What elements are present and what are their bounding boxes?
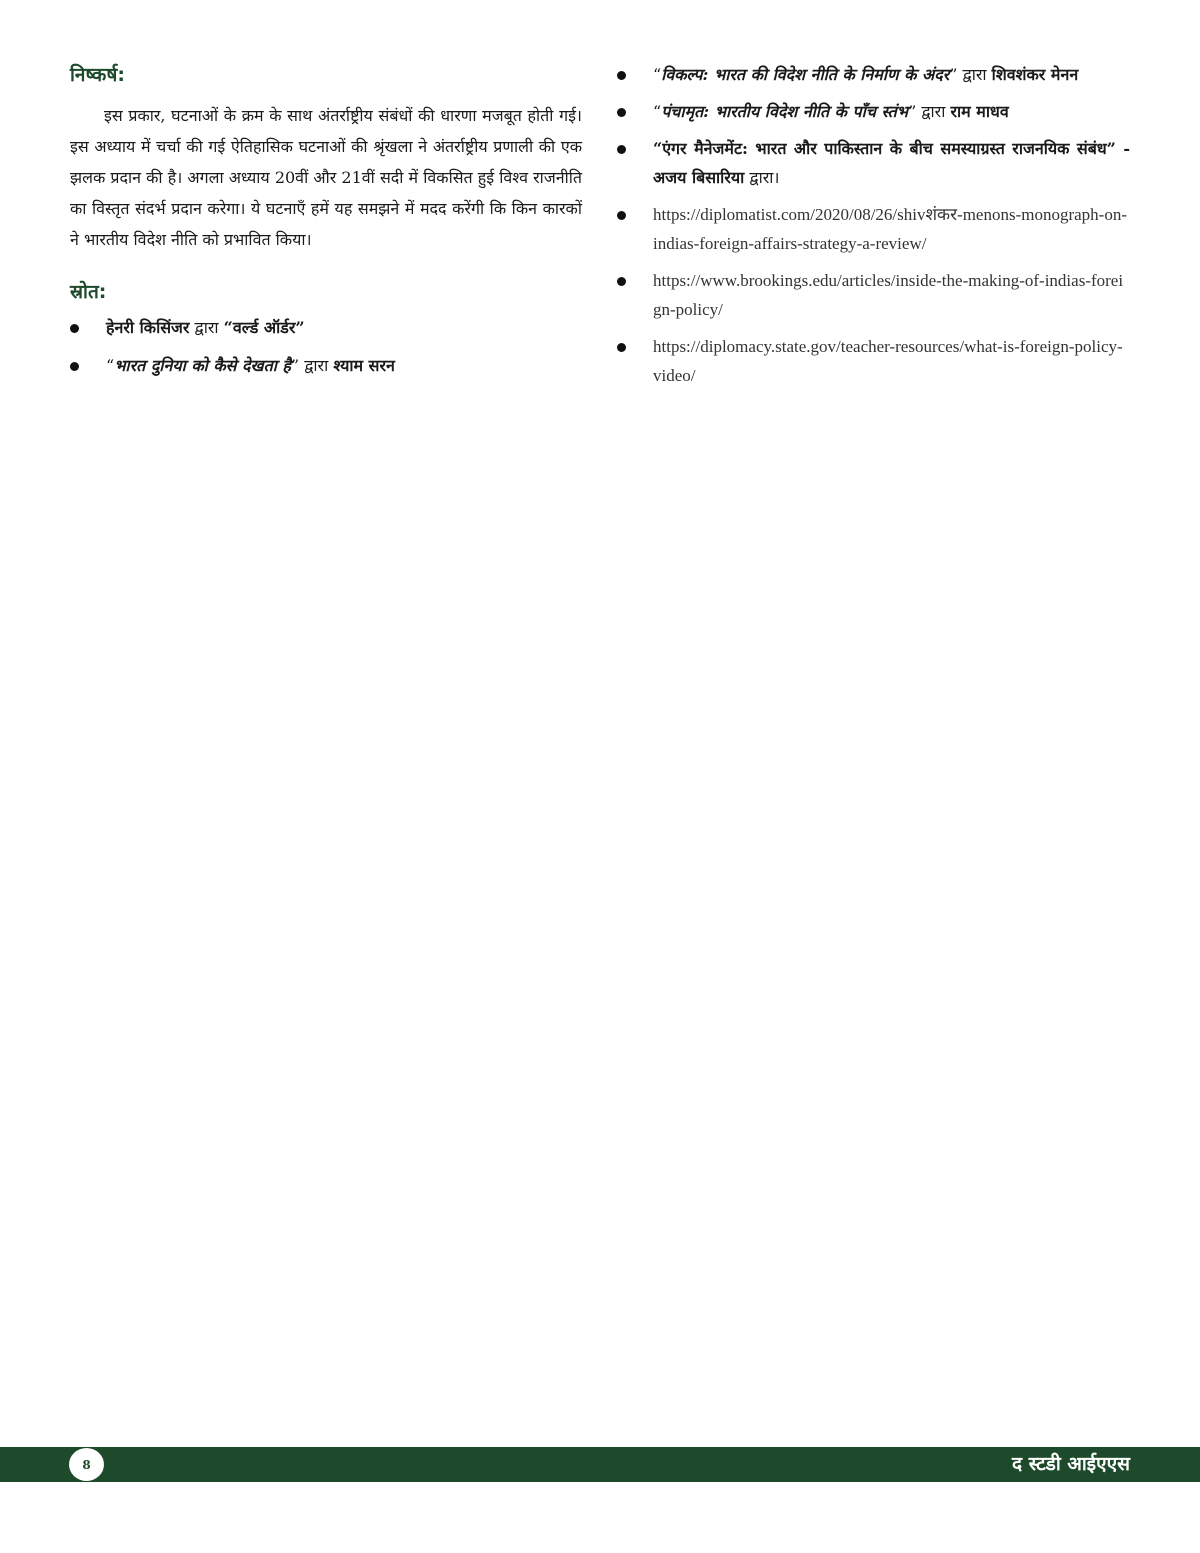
sources-heading: स्रोत: [70,281,107,303]
source-connector: द्वारा [189,318,224,337]
conclusion-heading: निष्कर्ष: [70,64,125,86]
footer-bar [0,1447,1200,1482]
sources-list-right [617,60,1130,390]
left-column [70,60,582,389]
list-item [617,97,1130,126]
brand-name: द स्टडी आईएएस [1012,1453,1130,1475]
source-connector: द्वारा। [744,168,780,187]
list-item [617,60,1130,89]
list-item [617,332,1130,390]
source-title: “एंगर मैनेजमेंट: भारत और पाकिस्तान के बीच समस्याग्रस्त राजनयिक संबंध” - अजय बिसारिया [653,139,1130,187]
source-author: शिवशंकर मेनन [991,65,1079,84]
page-number: 8 [69,1448,104,1481]
source-connector: ” द्वारा [290,356,334,375]
sources-list-left [70,313,582,380]
bullet-icon [617,145,626,154]
source-connector: ” द्वारा [949,65,992,84]
source-title: “वर्ल्ड ऑर्डर” [223,318,305,337]
bullet-icon [617,211,626,220]
source-url: https://diplomatist.com/2020/08/26/shivशंकर-menons-monograph-on-indias-foreign-affairs-strategy-a-review/ [653,205,1128,253]
bullet-icon [617,71,626,80]
bullet-icon [617,277,626,286]
bullet-icon [617,343,626,352]
list-item [617,200,1130,258]
bullet-icon [70,362,79,371]
source-url: https://www.brookings.edu/articles/inside-the-making-of-indias-foreign-policy/ [653,271,1124,319]
quote-open: “ [653,102,662,121]
list-item [617,266,1130,324]
right-column [617,60,1130,398]
source-connector: ” द्वारा [908,102,951,121]
source-title: पंचामृत: भारतीय विदेश नीति के पाँच स्तंभ [661,102,909,121]
quote-open: “ [106,356,115,375]
source-title: भारत दुनिया को कैसे देखता है [114,356,291,375]
source-author: राम माधव [950,102,1009,121]
source-title: विकल्प: भारत की विदेश नीति के निर्माण के अंदर [661,65,950,84]
quote-open: “ [653,65,662,84]
source-url: https://diplomacy.state.gov/teacher-resources/what-is-foreign-policy-video/ [653,337,1123,385]
source-author: हेनरी किसिंजर [106,318,190,337]
list-item [70,351,582,380]
bullet-icon [617,108,626,117]
list-item [70,313,582,342]
conclusion-paragraph: इस प्रकार, घटनाओं के क्रम के साथ अंतर्राष्ट्रीय संबंधों की धारणा मजबूत होती गई। इस अध्याय में चर्चा की गई ऐतिहासिक घटनाओं की श्रृंखला ने अंतर्राष्ट्रीय प्रणाली की एक झलक प्रदान की है। अगला अध्याय 20वीं और 21वीं सदी में विकसित हुई विश्व राजनीति का विस्तृत संदर्भ प्रदान करेगा। ये घटनाएँ हमें यह समझने में मदद करेंगी कि किन कारकों ने भारतीय विदेश नीति को प्रभावित किया। [70,106,582,249]
bullet-icon [70,324,79,333]
source-author: श्याम सरन [333,356,395,375]
list-item [617,134,1130,192]
